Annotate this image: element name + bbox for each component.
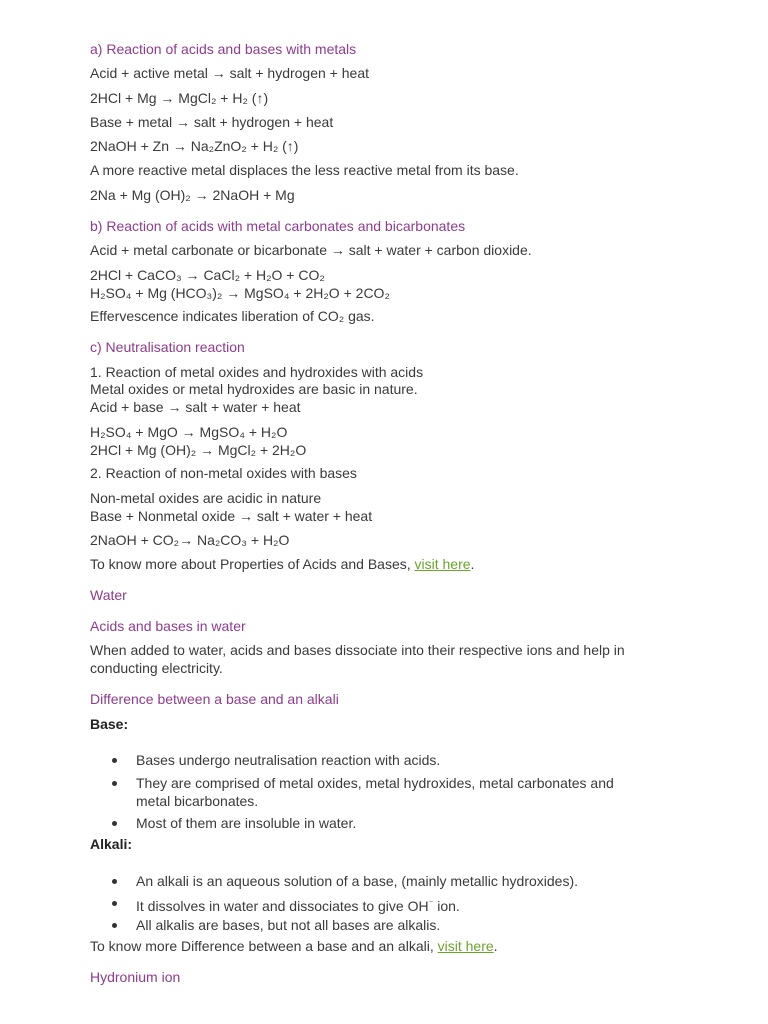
list-item (0, 774, 768, 810)
period: . (493, 938, 498, 954)
bullet-icon (112, 923, 117, 928)
visit-here-link[interactable]: visit here (414, 556, 471, 572)
list-item-text: metal bicarbonates. (136, 793, 259, 809)
equation: 2NaOH + Zn → Na₂ZnO₂ + H₂ (↑) (90, 138, 299, 154)
superscript-minus: ⁻ (428, 898, 434, 908)
equation: 2HCl + CaCO₃ → CaCl₂ + H₂O + CO₂ (90, 267, 325, 283)
list-item-text-part: ion. (433, 898, 460, 914)
water-heading: Water (90, 587, 127, 603)
difference-heading: Difference between a base and an alkali (90, 691, 339, 707)
list-item (0, 894, 768, 912)
section-c-heading: c) Neutralisation reaction (90, 339, 245, 355)
bullet-icon (112, 781, 117, 786)
text-line: Acid + metal carbonate or bicarbonate → salt + water + carbon dioxide. (90, 242, 532, 258)
more-info-text: To know more about Properties of Acids and Bases, (90, 556, 415, 572)
list-item (0, 916, 768, 934)
paragraph-line: When added to water, acids and bases dissociate into their respective ions and help in (90, 642, 625, 658)
more-info-line (90, 555, 474, 573)
text-line: A more reactive metal displaces the less reactive metal from its base. (90, 162, 519, 178)
text-line: Base + metal → salt + hydrogen + heat (90, 114, 334, 130)
bullet-icon (112, 758, 117, 763)
text-line: 2. Reaction of non-metal oxides with bases (90, 465, 357, 481)
list-item-text (136, 894, 460, 915)
period: . (470, 556, 475, 572)
hydronium-heading: Hydronium ion (90, 969, 181, 985)
equation: 2HCl + Mg → MgCl₂ + H₂ (↑) (90, 90, 269, 106)
list-item-text: An alkali is an aqueous solution of a base, (mainly metallic hydroxides). (136, 873, 579, 889)
text-line: Base + Nonmetal oxide → salt + water + heat (90, 508, 373, 524)
paragraph-line: conducting electricity. (90, 660, 223, 676)
list-item (0, 751, 768, 769)
text-line: Effervescence indicates liberation of CO₂ gas. (90, 308, 375, 324)
list-item-text: All alkalis are bases, but not all bases are alkalis. (136, 917, 441, 933)
alkali-label: Alkali: (90, 836, 133, 852)
visit-here-link[interactable]: visit here (437, 938, 494, 954)
acids-bases-water-heading: Acids and bases in water (90, 618, 246, 634)
equation: H₂SO₄ + MgO → MgSO₄ + H₂O (90, 424, 288, 440)
text-line: Acid + active metal → salt + hydrogen + heat (90, 65, 369, 81)
bullet-icon (112, 901, 117, 906)
list-item (0, 814, 768, 832)
bullet-icon (112, 821, 117, 826)
bullet-icon (112, 879, 117, 884)
section-b-heading: b) Reaction of acids with metal carbonates and bicarbonates (90, 218, 466, 234)
list-item-text-part: It dissolves in water and dissociates to give OH (136, 898, 429, 914)
more-info-text: To know more Difference between a base and an alkali, (90, 938, 438, 954)
equation: 2Na + Mg (OH)₂ → 2NaOH + Mg (90, 187, 295, 203)
text-line: Non-metal oxides are acidic in nature (90, 490, 322, 506)
list-item (0, 872, 768, 890)
equation: H₂SO₄ + Mg (HCO₃)₂ → MgSO₄ + 2H₂O + 2CO₂ (90, 285, 390, 301)
more-info-line (90, 937, 498, 955)
text-line: Acid + base → salt + water + heat (90, 399, 301, 415)
base-label: Base: (90, 716, 129, 732)
section-a-heading: a) Reaction of acids and bases with metals (90, 41, 357, 57)
list-item-text: Most of them are insoluble in water. (136, 815, 357, 831)
equation: 2NaOH + CO₂→ Na₂CO₃ + H₂O (90, 532, 290, 548)
text-line: Metal oxides or metal hydroxides are basic in nature. (90, 381, 418, 397)
list-item-text: They are comprised of metal oxides, metal hydroxides, metal carbonates and (136, 775, 614, 791)
text-line: 1. Reaction of metal oxides and hydroxides with acids (90, 364, 424, 380)
list-item-text: Bases undergo neutralisation reaction with acids. (136, 752, 441, 768)
equation: 2HCl + Mg (OH)₂ → MgCl₂ + 2H₂O (90, 442, 307, 458)
